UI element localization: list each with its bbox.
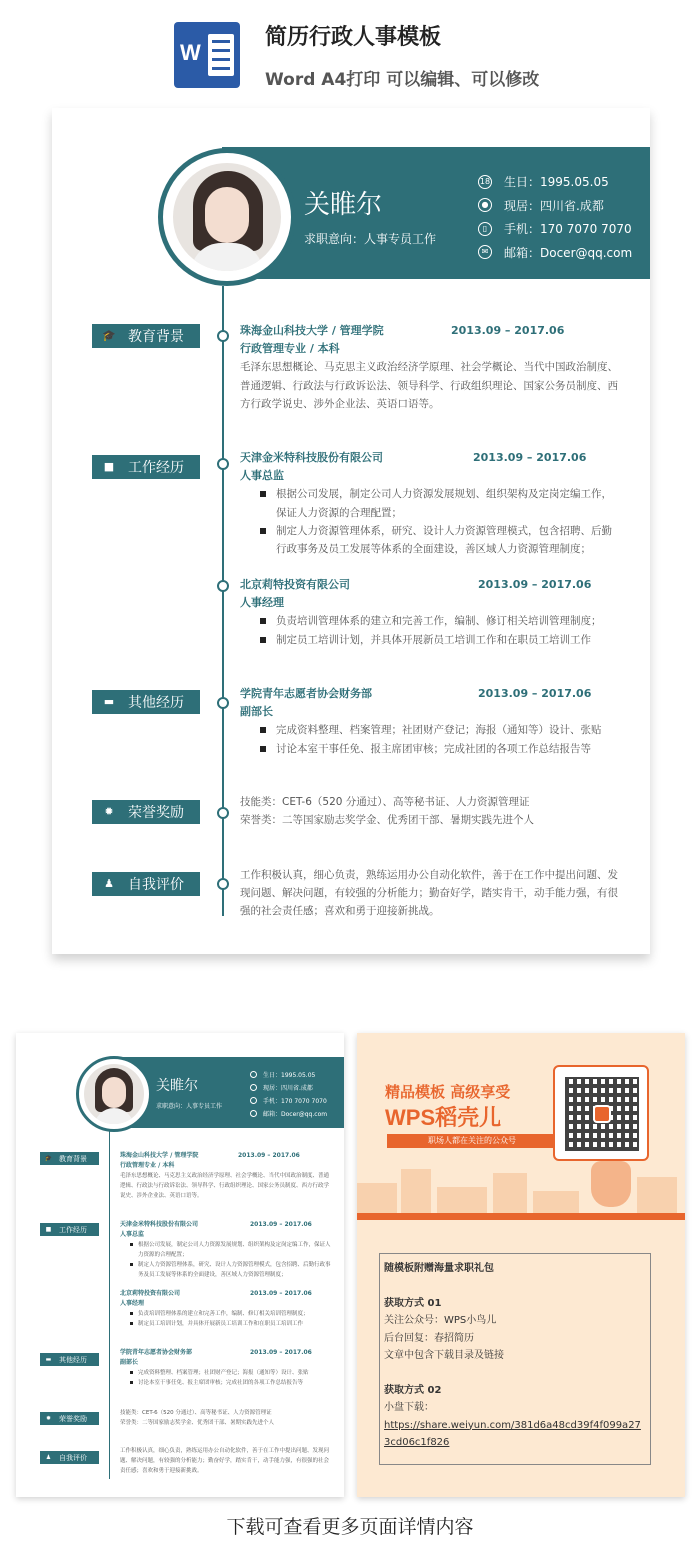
self-eval-text: 工作积极认真，细心负责，熟练运用办公自动化软件，善于在工作中提出问题、发现问题、解决问题，有较强的分析能力；勤奋好学，踏实肯干，动手能力强，有很强的社会责任感；喜欢和勇于迎接新挑战。 [120, 1448, 330, 1474]
section-title: 自我评价 [128, 877, 184, 893]
position: 副部长 [240, 705, 273, 719]
briefcase-icon: ■ [45, 1226, 52, 1233]
city-skyline [357, 1163, 685, 1213]
section-other [40, 1353, 99, 1366]
org-name: 学院青年志愿者协会财务部 [120, 1349, 193, 1356]
mail-icon: ✉ [478, 245, 492, 259]
section-other [92, 690, 200, 714]
list-item: 完成资料整理、档案管理；社团财产登记；海报（通知等）设计、张贴 [240, 721, 620, 739]
pointing-hand-icon [591, 1161, 631, 1207]
courses: 毛泽东思想概论、马克思主义政治经济学原理、社会学概论、当代中国政治制度、普通逻辑、行政法与行政诉讼法、领导科学、行政组织理论、国家公务员制度、西方行政学说史、涉外企业法、英语口语等。 [120, 1173, 330, 1199]
work-block-2 [240, 576, 620, 649]
school-name: 珠海金山科技大学 / 管理学院 [120, 1152, 199, 1159]
resume-preview-large[interactable] [52, 108, 650, 954]
honor-block [120, 1408, 332, 1428]
box-title: 随模板附赠海量求职礼包 [384, 1263, 494, 1274]
download-link[interactable]: https://share.weiyun.com/381d6a48cd39f4f099a273cd06c1f826 [384, 1419, 641, 1448]
mail-text: 邮箱：Docer@qq.com [263, 1111, 328, 1118]
list-item: 负责培训管理体系的建立和完善工作，编制、修订相关培训管理制度； [240, 612, 620, 630]
major: 行政管理专业 / 本科 [240, 342, 340, 356]
resume-preview-small[interactable] [16, 1033, 344, 1497]
phone-icon: ▯ [478, 222, 492, 236]
list-item: 根据公司发展，制定公司人力资源发展规划、组织架构及定岗定编工作，保证人力资源的合理配置； [120, 1240, 332, 1260]
section-title: 教育背景 [59, 1154, 87, 1163]
job-title: 人事总监 [240, 469, 284, 483]
self-eval-text: 工作积极认真，细心负责，熟练运用办公自动化软件，善于在工作中提出问题、发现问题、解决问题，有较强的分析能力；勤奋好学，踏实肯干，动手能力强，有很强的社会责任感；喜欢和勇于迎接新挑战。 [240, 869, 618, 918]
way1-line: 后台回复：春招简历 [384, 1332, 474, 1344]
job-title: 人事经理 [240, 596, 284, 610]
phone-text: 手机：170 7070 7070 [263, 1098, 327, 1105]
work-date: 2013.09 – 2017.06 [473, 451, 587, 464]
position: 副部长 [120, 1359, 139, 1366]
major: 行政管理专业 / 本科 [120, 1162, 175, 1169]
promo-tagline: 精品模板 高级享受 [385, 1083, 511, 1101]
promo-panel [357, 1033, 685, 1497]
avatar [76, 1056, 152, 1132]
work-block-2 [120, 1289, 332, 1329]
job-title: 人事经理 [120, 1300, 145, 1307]
avatar [158, 148, 296, 286]
awards-line: 荣誉类：二等国家励志奖学金、优秀团干部、暑期实践先进个人 [120, 1420, 275, 1426]
candidate-name: 关睢尔 [156, 1078, 198, 1094]
section-work [92, 455, 200, 479]
list-item: 制定人力资源管理体系，研究、设计人力资源管理模式，包含招聘、后勤行政事务及员工发展等体系的全面建设，善区域人力资源管理制度； [240, 522, 620, 558]
timeline-dot [217, 330, 229, 342]
list-item: 制定人力资源管理体系，研究、设计人力资源管理模式，包含招聘、后勤行政事务及员工发展等体系的全面建设，善区域人力资源管理制度； [120, 1260, 332, 1280]
graduation-cap-icon: 🎓 [102, 329, 116, 342]
contact-info [250, 1068, 327, 1120]
company-name: 北京莉特投资有限公司 [120, 1290, 181, 1297]
mail-text: 邮箱：Docer@qq.com [504, 245, 633, 260]
section-honor [92, 800, 200, 824]
section-work [40, 1223, 99, 1236]
mail-icon [250, 1110, 257, 1117]
education-block [240, 322, 620, 413]
gear-icon: ✹ [45, 1415, 52, 1422]
birthday-text: 生日：1995.05.05 [504, 175, 609, 190]
section-title: 荣誉奖励 [128, 805, 184, 821]
location-icon [250, 1084, 257, 1091]
skills-line: 技能类：CET-6（520 分通过）、高等秘书证、人力资源管理证 [240, 796, 530, 808]
page-header [0, 0, 700, 105]
job-title: 人事总监 [120, 1231, 145, 1238]
self-eval-block [120, 1446, 332, 1476]
courses: 毛泽东思想概论、马克思主义政治经济学原理、社会学概论、当代中国政治制度、普通逻辑、行政法与行政诉讼法、领导科学、行政组织理论、国家公务员制度、西方行政学说史、涉外企业法、英语口语等。 [240, 361, 618, 410]
contact-info [478, 170, 632, 264]
list-item: 讨论本室干事任免、报主席团审核；完成社团的各项工作总结报告等 [240, 740, 620, 758]
skills-line: 技能类：CET-6（520 分通过）、高等秘书证、人力资源管理证 [120, 1410, 272, 1416]
org-name: 学院青年志愿者协会财务部 [240, 687, 372, 700]
work-date: 2013.09 – 2017.06 [250, 1221, 312, 1228]
job-intent: 求职意向：人事专员工作 [156, 1103, 223, 1110]
section-title: 其他经历 [128, 695, 184, 711]
work-block-1 [240, 449, 620, 558]
timeline-line [109, 1129, 110, 1479]
job-intent: 求职意向：人事专员工作 [304, 232, 437, 246]
folder-icon: ▬ [45, 1356, 52, 1363]
way2-line: 小盘下载： [384, 1402, 434, 1413]
section-title: 教育背景 [128, 329, 184, 345]
page-subtitle: Word A4打印 可以编辑、可以修改 [265, 70, 540, 90]
work-block-1 [120, 1220, 332, 1280]
folder-icon: ▬ [103, 695, 115, 708]
graduation-cap-icon: 🎓 [44, 1155, 53, 1162]
way1-line: 关注公众号：WPS小鸟儿 [384, 1315, 497, 1326]
company-name: 天津金米特科技股份有限公司 [240, 451, 383, 464]
list-item: 制定员工培训计划，并具体开展新员工培训工作和在职员工培训工作 [120, 1319, 332, 1329]
education-date: 2013.09 – 2017.06 [238, 1152, 300, 1159]
location-icon: ● [478, 198, 492, 212]
birthday-icon [250, 1071, 257, 1078]
word-document-icon [174, 22, 240, 88]
section-education [92, 324, 200, 348]
way2-title: 获取方式 02 [384, 1384, 442, 1396]
section-honor [40, 1412, 99, 1425]
list-item: 制定员工培训计划，并具体开展新员工培训工作和在职员工培训工作 [240, 631, 620, 649]
location-text: 现居：四川省.成都 [263, 1085, 313, 1092]
phone-icon [250, 1097, 257, 1104]
timeline-dot [217, 697, 229, 709]
section-title: 荣誉奖励 [59, 1414, 87, 1423]
other-block [120, 1348, 332, 1388]
other-block [240, 685, 620, 758]
gift-info-box [379, 1253, 651, 1465]
list-item: 完成资料整理、档案管理；社团财产登记；海报（通知等）设计、张贴 [120, 1368, 332, 1378]
section-self [40, 1451, 99, 1464]
section-self [92, 872, 200, 896]
self-eval-block [240, 866, 620, 921]
section-title: 工作经历 [128, 460, 184, 476]
phone-text: 手机：170 7070 7070 [504, 222, 632, 237]
person-icon: ♟ [104, 877, 114, 890]
list-item: 负责培训管理体系的建立和完善工作，编制、修订相关培训管理制度； [120, 1309, 332, 1319]
other-date: 2013.09 – 2017.06 [250, 1349, 312, 1356]
list-item: 讨论本室干事任免、报主席团审核；完成社团的各项工作总结报告等 [120, 1378, 332, 1388]
company-name: 北京莉特投资有限公司 [240, 578, 350, 591]
education-block [120, 1151, 332, 1201]
timeline-line [222, 286, 224, 916]
divider [357, 1213, 685, 1220]
promo-subtag: 职场人都在关注的公众号 [387, 1134, 557, 1148]
way1-line: 文章中包含下载目录及链接 [384, 1350, 504, 1361]
company-name: 天津金米特科技股份有限公司 [120, 1221, 199, 1228]
footer-caption: 下载可查看更多页面详情内容 [226, 1516, 474, 1538]
qr-code-icon[interactable] [553, 1065, 649, 1161]
awards-line: 荣誉类：二等国家励志奖学金、优秀团干部、暑期实践先进个人 [240, 814, 534, 827]
word-letter: W [180, 40, 201, 65]
list-item: 根据公司发展，制定公司人力资源发展规划、组织架构及定岗定编工作，保证人力资源的合理配置； [240, 485, 620, 521]
briefcase-icon: ■ [103, 460, 115, 473]
timeline-dot [217, 580, 229, 592]
work-date: 2013.09 – 2017.06 [478, 578, 592, 591]
school-name: 珠海金山科技大学 / 管理学院 [240, 324, 384, 337]
wps-logo: WPS稻壳儿 [385, 1105, 502, 1130]
work-date: 2013.09 – 2017.06 [250, 1290, 312, 1297]
location-text: 现居：四川省.成都 [504, 198, 604, 213]
education-date: 2013.09 – 2017.06 [451, 324, 565, 337]
person-icon: ♟ [45, 1454, 52, 1461]
section-title: 自我评价 [59, 1453, 87, 1462]
section-title: 工作经历 [59, 1225, 87, 1234]
page-title: 简历行政人事模板 [265, 25, 442, 50]
timeline-dot [217, 807, 229, 819]
way1-title: 获取方式 01 [384, 1297, 442, 1309]
candidate-name: 关睢尔 [304, 190, 383, 220]
section-title: 其他经历 [59, 1355, 87, 1364]
timeline-dot [217, 878, 229, 890]
section-education [40, 1152, 99, 1165]
honor-block [240, 793, 620, 829]
other-date: 2013.09 – 2017.06 [478, 687, 592, 700]
timeline-dot [217, 458, 229, 470]
birthday-text: 生日：1995.05.05 [263, 1072, 316, 1079]
gear-icon: ✹ [104, 805, 114, 818]
birthday-icon: 18 [478, 175, 492, 189]
